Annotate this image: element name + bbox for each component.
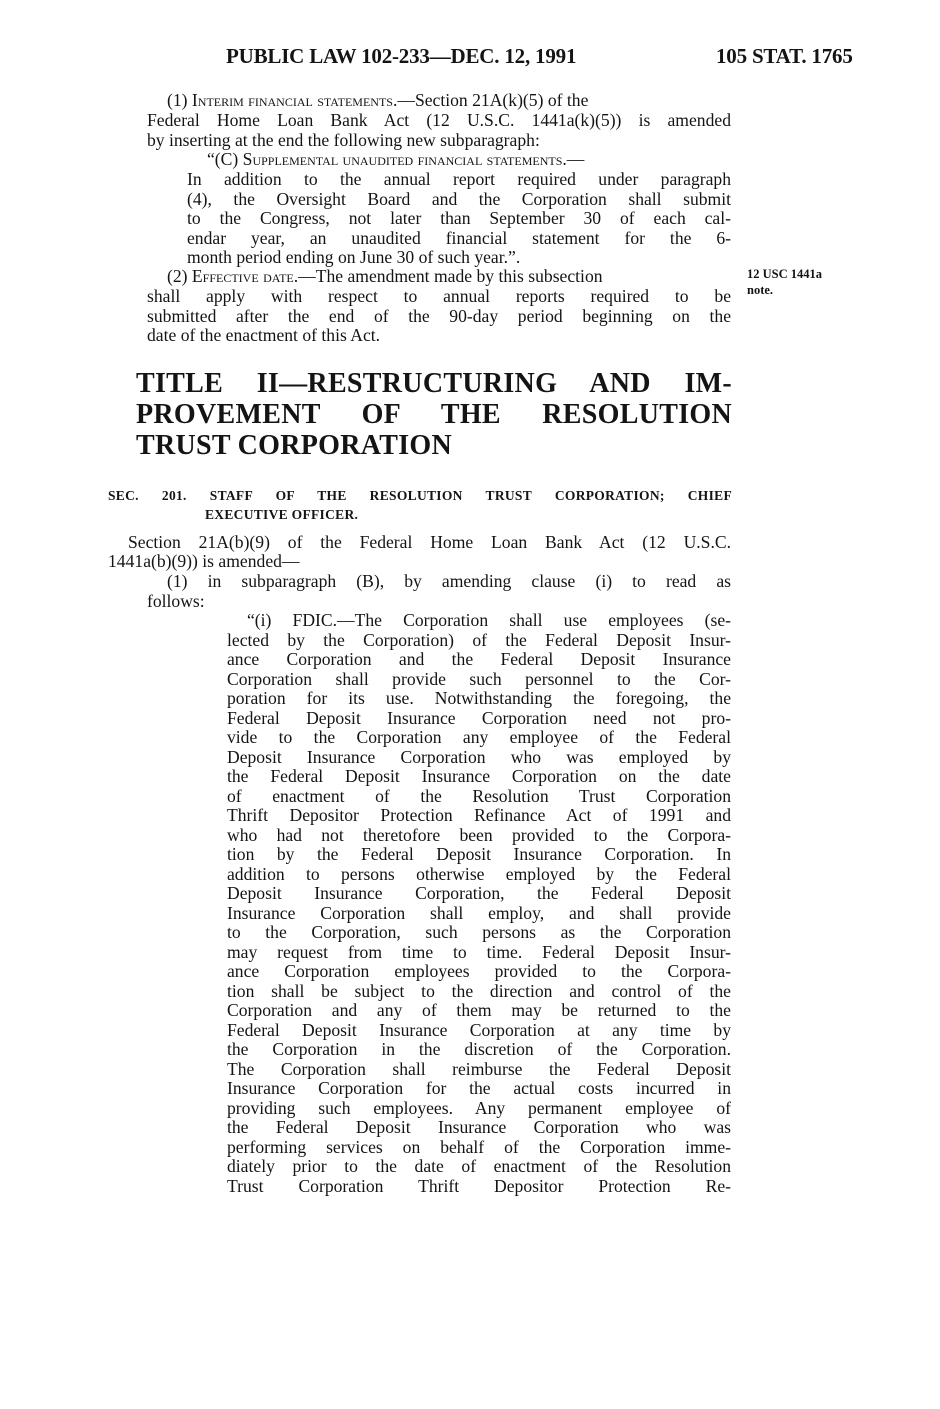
- clause-line: who had not theretofore been provided to the Corpora-: [227, 825, 731, 845]
- clause-line: Insurance Corporation shall employ, and shall provide: [227, 903, 731, 923]
- clause-line: Insurance Corporation for the actual costs incurred in: [227, 1078, 731, 1098]
- title-heading-line: PROVEMENT OF THE RESOLUTION: [136, 399, 732, 430]
- clause-line: of enactment of the Resolution Trust Corporation: [227, 786, 731, 806]
- clause-line: to the Corporation, such persons as the Corporation: [227, 922, 731, 942]
- clause-line: Federal Deposit Insurance Corporation need not pro-: [227, 708, 731, 728]
- paragraph-line: (4), the Oversight Board and the Corporation shall submit: [187, 189, 731, 209]
- paragraph-line: endar year, an unaudited financial statement for the 6-: [187, 228, 731, 248]
- paragraph-line: Federal Home Loan Bank Act (12 U.S.C. 1441a(k)(5)) is amended: [147, 110, 731, 130]
- paragraph-line: submitted after the end of the 90-day period beginning on the: [147, 306, 731, 326]
- paragraph-line: to the Congress, not later than September 30 of each cal-: [187, 208, 731, 228]
- paragraph-line: 1441a(b)(9)) is amended—: [108, 551, 300, 571]
- clause-line: Corporation shall provide such personnel to the Cor-: [227, 669, 731, 689]
- clause-line: performing services on behalf of the Corporation imme-: [227, 1137, 731, 1157]
- running-header-page-number: 105 STAT. 1765: [716, 44, 853, 68]
- paragraph-line: follows:: [147, 591, 205, 611]
- clause-line: the Federal Deposit Insurance Corporation on the date: [227, 766, 731, 786]
- margin-note-citation: 12 USC 1441a: [747, 267, 823, 281]
- clause-line: “(i) FDIC.—The Corporation shall use employees (se-: [247, 610, 731, 630]
- clause-line: tion shall be subject to the direction and control of the: [227, 981, 731, 1001]
- margin-note: [747, 266, 822, 298]
- paragraph-line: (1) Interim financial statements.—Section 21A(k)(5) of the: [167, 90, 589, 110]
- paragraph-line: (1) in subparagraph (B), by amending clause (i) to read as: [167, 571, 731, 591]
- paragraph-line: by inserting at the end the following new subparagraph:: [147, 130, 540, 150]
- clause-line: Trust Corporation Thrift Depositor Protection Re-: [227, 1176, 731, 1196]
- clause-line: lected by the Corporation) of the Federal Deposit Insur-: [227, 630, 731, 650]
- clause-line: ance Corporation employees provided to the Corpora-: [227, 961, 731, 981]
- running-header-law: PUBLIC LAW 102-233—DEC. 12, 1991: [226, 44, 577, 68]
- clause-line: may request from time to time. Federal Deposit Insur-: [227, 942, 731, 962]
- paragraph-line: date of the enactment of this Act.: [147, 325, 381, 345]
- paragraph-line: In addition to the annual report required under paragraph: [187, 169, 731, 189]
- clause-line: diately prior to the date of enactment of the Resolution: [227, 1156, 731, 1176]
- clause-line: tion by the Federal Deposit Insurance Corporation. In: [227, 844, 731, 864]
- clause-line: Deposit Insurance Corporation, the Federal Deposit: [227, 883, 731, 903]
- clause-line: Corporation and any of them may be returned to the: [227, 1000, 731, 1020]
- title-heading-line: TITLE II—RESTRUCTURING AND IM-: [136, 368, 732, 399]
- clause-line: Federal Deposit Insurance Corporation at any time by: [227, 1020, 731, 1040]
- section-heading: EXECUTIVE OFFICER.: [205, 507, 359, 522]
- paragraph-line: (2) Effective date.—The amendment made by this subsection: [167, 266, 603, 286]
- margin-note-label: note.: [747, 283, 774, 297]
- clause-line: the Corporation in the discretion of the Corporation.: [227, 1039, 731, 1059]
- clause-line: Deposit Insurance Corporation who was employed by: [227, 747, 731, 767]
- clause-line: ance Corporation and the Federal Deposit Insurance: [227, 649, 731, 669]
- title-heading-line: TRUST CORPORATION: [136, 430, 452, 461]
- paragraph-line: month period ending on June 30 of such year.”.: [187, 247, 521, 267]
- clause-line: vide to the Corporation any employee of the Federal: [227, 727, 731, 747]
- clause-line: providing such employees. Any permanent employee of: [227, 1098, 731, 1118]
- clause-line: poration for its use. Notwithstanding the foregoing, the: [227, 688, 731, 708]
- clause-line: addition to persons otherwise employed by the Federal: [227, 864, 731, 884]
- section-heading: SEC. 201. STAFF OF THE RESOLUTION TRUST CORPORATION; CHIEF: [108, 488, 732, 503]
- paragraph-line: shall apply with respect to annual reports required to be: [147, 286, 731, 306]
- clause-line: The Corporation shall reimburse the Federal Deposit: [227, 1059, 731, 1079]
- clause-line: the Federal Deposit Insurance Corporation who was: [227, 1117, 731, 1137]
- clause-line: Thrift Depositor Protection Refinance Act of 1991 and: [227, 805, 731, 825]
- paragraph-line: Section 21A(b)(9) of the Federal Home Loan Bank Act (12 U.S.C.: [128, 532, 731, 552]
- subparagraph-heading: “(C) Supplemental unaudited financial statements.—: [207, 149, 585, 169]
